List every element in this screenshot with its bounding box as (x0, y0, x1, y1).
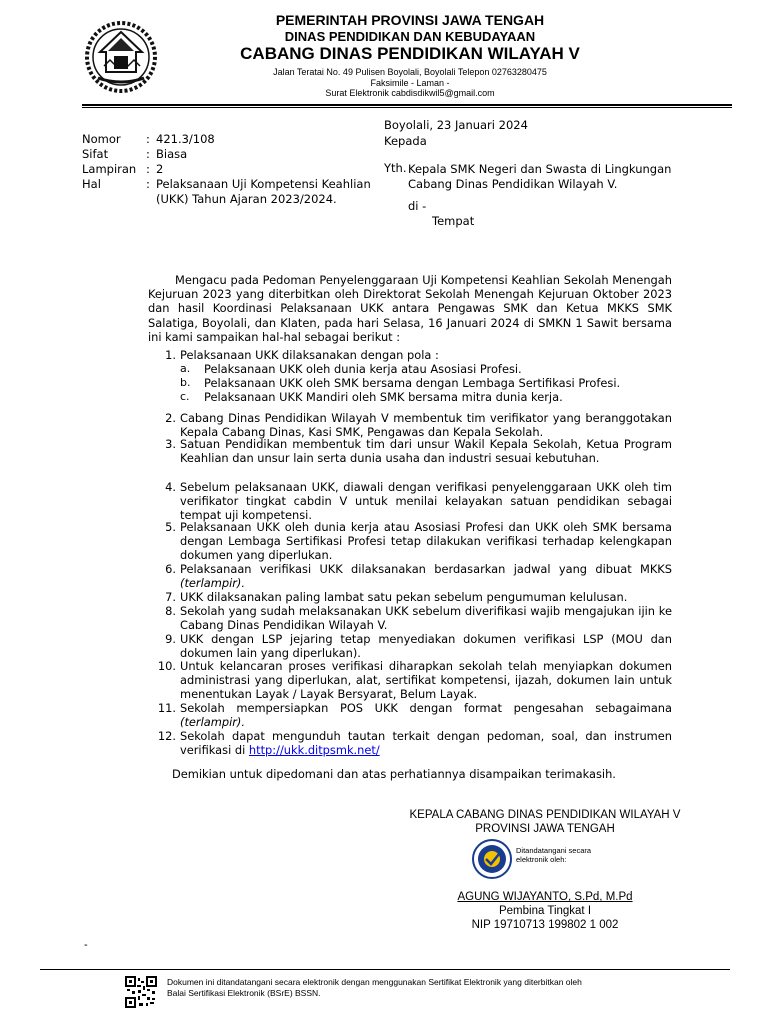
closing-paragraph: Demikian untuk dipedomani dan atas perhatiannya disampaikan terimakasih. (172, 767, 616, 781)
letterhead-fax: Faksimile - Laman - (370, 78, 450, 88)
footer-note (167, 977, 582, 999)
footer-note-line2: Balai Sertifikasi Elektronik (BSrE) BSSN. (167, 988, 321, 998)
item-number: 2. (165, 411, 176, 425)
letterhead-department: DINAS PENDIDIKAN DAN KEBUDAYAAN (284, 29, 536, 44)
item-text: Sekolah dapat mengunduh tautan terkait dengan pedoman, soal, dan instrumen verifikasi di (180, 729, 672, 758)
list-item (148, 348, 672, 362)
item-text: UKK dilaksanakan paling lambat satu pekan sebelum pengumuman kelulusan. (180, 590, 628, 604)
qr-code-icon (125, 976, 157, 1008)
item-text: UKK dengan LSP jejaring tetap menyediakan dokumen verifikasi LSP (MOU dan dokumen lain yang diperlukan). (180, 632, 672, 661)
item-italic-note: (terlampir). (180, 715, 245, 730)
hal-colon: : (146, 177, 150, 191)
lampiran-value: 2 (156, 162, 164, 176)
sub-item-text: Pelaksanaan UKK Mandiri oleh SMK bersama mitra dunia kerja. (204, 390, 563, 404)
e-sign-note-line2: elektronik oleh: (516, 855, 567, 864)
signatory-title: KEPALA CABANG DINAS PENDIDIKAN WILAYAH V (409, 809, 681, 821)
nomor-value: 421.3/108 (156, 132, 215, 146)
item-number: 8. (165, 604, 176, 618)
item-text: Sebelum pelaksanaan UKK, diawali dengan verifikasi penyelenggaraan UKK oleh tim verifikator tingkat cabdin V untuk menilai kelayakan satuan pendidikan sebagai tempat uji kompetensi. (180, 480, 672, 523)
di-label: di - (408, 199, 427, 213)
item-text: Untuk kelancaran proses verifikasi diharapkan sekolah telah menyiapkan dokumen administrasi yang diperlukan, alat, sertifikat kompetensi, ijazah, dokumen lain untuk menentukan Layak / Layak Bersyarat, Belum Layak. (180, 659, 672, 702)
recipient-line2: Cabang Dinas Pendidikan Wilayah V. (408, 177, 618, 191)
sub-item-text: Pelaksanaan UKK oleh SMK bersama dengan Lembaga Sertifikasi Profesi. (204, 376, 621, 390)
item-text: Sekolah yang sudah melaksanakan UKK sebelum diverifikasi wajib mengajukan ijin ke Cabang Dinas Pendidikan Wilayah V. (180, 604, 672, 633)
signatory-nip: NIP 19710713 199802 1 002 (471, 919, 619, 931)
tempat-label: Tempat (432, 214, 475, 228)
e-sign-note-line1: Ditandatangani secara (516, 846, 592, 855)
nomor-label: Nomor (82, 132, 121, 146)
sub-item-letter: b. (180, 376, 191, 389)
recipient-line1: Kepala SMK Negeri dan Swasta di Lingkungan (408, 162, 672, 176)
signatory-name: AGUNG WIJAYANTO, S.Pd, M.Pd (457, 891, 633, 903)
lampiran-colon: : (146, 162, 150, 176)
sub-item-text: Pelaksanaan UKK oleh dunia kerja atau Asosiasi Profesi. (204, 362, 522, 376)
item-number: 3. (165, 437, 176, 451)
signatory-rank: Pembina Tingkat I (498, 905, 592, 917)
hal-value-line2: (UKK) Tahun Ajaran 2023/2024. (156, 192, 337, 206)
item-italic-note: (terlampir). (180, 576, 245, 591)
sifat-colon: : (146, 147, 150, 161)
bsre-seal-icon (471, 838, 513, 880)
item-number: 6. (165, 562, 176, 576)
item-text: Cabang Dinas Pendidikan Wilayah V membentuk tim verifikator yang beranggotakan Kepala Cabang Dinas, Kasi SMK, Pengawas dan Kepala Sekolah. (180, 411, 672, 440)
hal-value-line1: Pelaksanaan Uji Kompetensi Keahlian (156, 177, 371, 191)
signatory-province: PROVINSI JAWA TENGAH (475, 823, 615, 835)
item-number: 10. (157, 659, 176, 673)
item-number: 11. (157, 701, 176, 715)
item-number: 7. (165, 590, 176, 604)
item-number: 5. (165, 520, 176, 534)
sub-item-letter: a. (180, 362, 191, 375)
sifat-value: Biasa (156, 147, 188, 161)
letterhead-divider (82, 104, 732, 108)
item-text: Sekolah mempersiapkan POS UKK dengan format pengesahan sebagaimana (180, 701, 672, 715)
letter-date: Boyolali, 23 Januari 2024 (384, 118, 528, 132)
kepada-label: Kepada (384, 134, 427, 148)
letterhead-branch: CABANG DINAS PENDIDIKAN WILAYAH V (240, 44, 580, 63)
ukk-link[interactable]: http://ukk.ditpsmk.net/ (248, 743, 380, 758)
nomor-colon: : (146, 132, 150, 146)
item-number: 9. (165, 632, 176, 646)
intro-paragraph: Mengacu pada Pedoman Penyelenggaraan Uji Kompetensi Keahlian Sekolah Menengah Kejuruan 2023 yang diterbitkan oleh Direktorat Sekolah Menengah Kejuruan Oktober 2023 dan hasil Koordinasi Pelaksanaan UKK antara Pengawas SMK dan Ketua MKKS SMK Salatiga, Boyolali, dan Klaten, pada hari Selasa, 16 Januari 2024 di SMKN 1 Sawit bersama ini kami sampaikan hal-hal sebagai berikut : (148, 273, 672, 344)
item-text: Satuan Pendidikan membentuk tim dari unsur Wakil Kepala Sekolah, Ketua Program Keahlian dan unsur lain serta dunia usaha dan industri sesuai kebutuhan. (180, 437, 672, 466)
item-text: Pelaksanaan UKK oleh dunia kerja atau Asosiasi Profesi dan UKK oleh SMK bersama dengan Lembaga Sertifikasi Profesi tetap dilakukan verifikasi terhadap kelengkapan dokumen yang diperlukan. (180, 520, 672, 563)
letterhead-government: PEMERINTAH PROVINSI JAWA TENGAH (275, 12, 545, 28)
yth-label: Yth. (384, 161, 407, 175)
item-text: Pelaksanaan verifikasi UKK dilaksanakan berdasarkan jadwal yang dibuat MKKS (180, 562, 672, 576)
item-number: 1. (165, 348, 176, 362)
footer-divider (40, 969, 730, 970)
letterhead-email: Surat Elektronik cabdisdikwil5@gmail.com (325, 88, 495, 98)
province-crest-logo (84, 20, 158, 94)
dash-mark: - (84, 939, 88, 951)
letterhead-address: Jalan Teratai No. 49 Pulisen Boyolali, Boyolali Telepon 02763280475 (273, 67, 547, 77)
sub-item-letter: c. (180, 390, 190, 403)
e-sign-note (516, 846, 591, 864)
sifat-label: Sifat (82, 147, 109, 161)
item-text: Pelaksanaan UKK dilaksanakan dengan pola : (180, 348, 439, 362)
footer-note-line1: Dokumen ini ditandatangani secara elektronik dengan menggunakan Sertifikat Elektronik yang diterbitkan oleh (167, 977, 582, 987)
lampiran-label: Lampiran (82, 162, 137, 176)
hal-label: Hal (82, 177, 101, 191)
letter-meta (82, 132, 382, 206)
item-number: 4. (165, 480, 176, 494)
item-number: 12. (157, 729, 176, 743)
